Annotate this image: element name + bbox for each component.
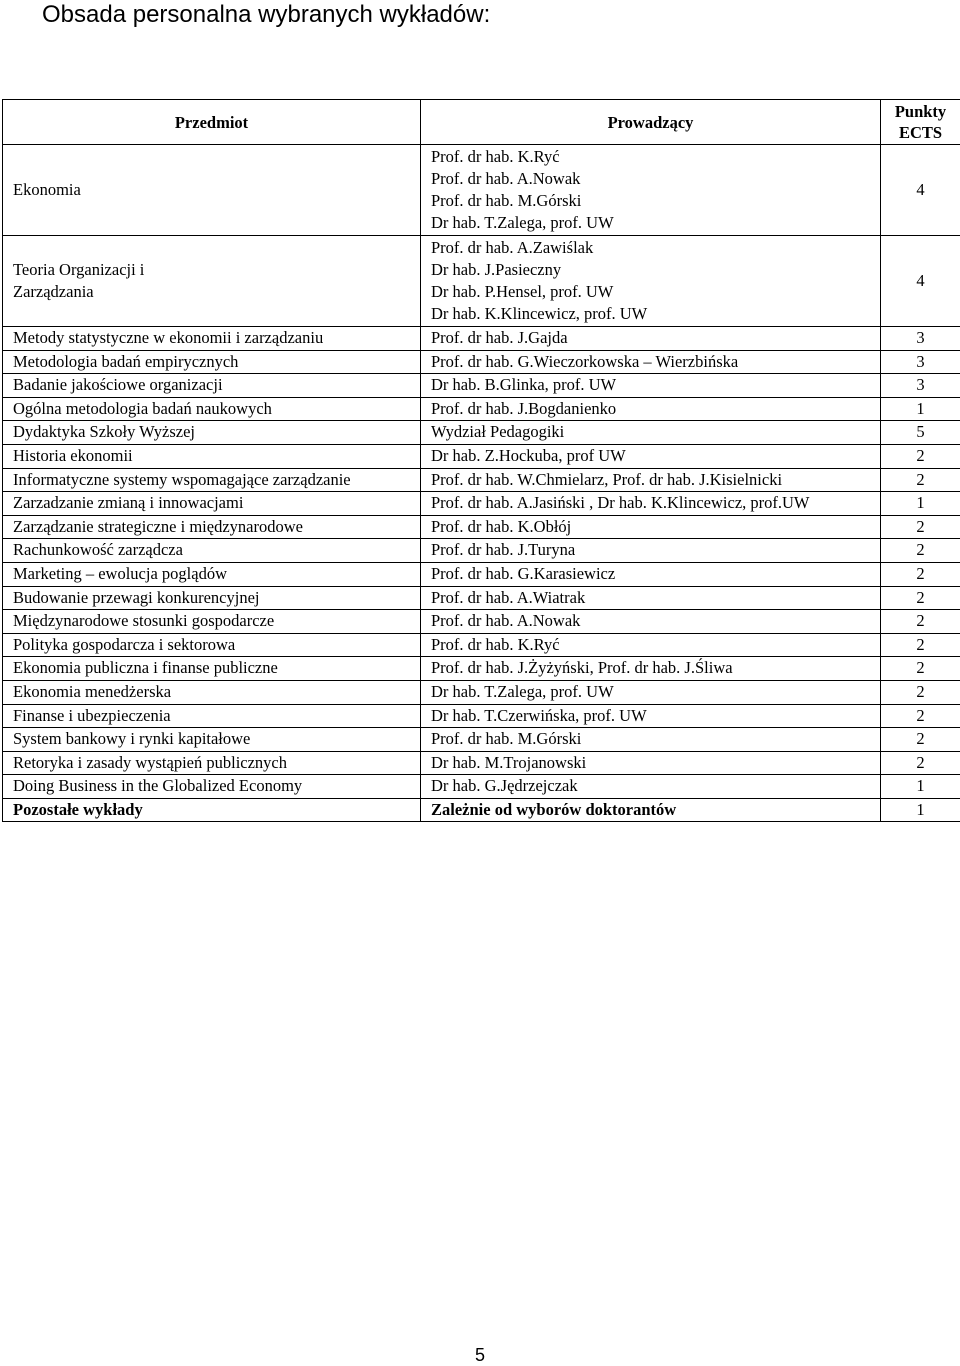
subject-cell: Historia ekonomii [3, 444, 421, 468]
table-header-row [3, 100, 960, 145]
page-title: Obsada personalna wybranych wykładów: [42, 0, 490, 30]
ects-cell: 2 [881, 657, 960, 681]
table-row [3, 751, 960, 775]
ects-cell: 2 [881, 633, 960, 657]
lecturer-line: Prof. dr hab. K.Ryć [431, 146, 880, 168]
table-row [3, 704, 960, 728]
subject-cell: Metodologia badań empirycznych [3, 350, 421, 374]
ects-cell: 5 [881, 421, 960, 445]
lecturer-line: Dr hab. T.Zalega, prof. UW [431, 212, 880, 234]
subject-cell: Ogólna metodologia badań naukowych [3, 397, 421, 421]
ects-cell: 3 [881, 327, 960, 351]
lecturer-cell: Prof. dr hab. W.Chmielarz, Prof. dr hab. J.Kisielnicki [421, 468, 881, 492]
lecturer-line: Dr hab. J.Pasieczny [431, 259, 880, 281]
header-ects-line1: Punkty [881, 101, 960, 122]
ects-cell: 2 [881, 704, 960, 728]
subject-cell: Polityka gospodarcza i sektorowa [3, 633, 421, 657]
table-row [3, 468, 960, 492]
lecturer-cell: Prof. dr hab. K.Obłój [421, 515, 881, 539]
lecturer-cell [421, 236, 881, 327]
ects-cell: 1 [881, 492, 960, 516]
lecturer-cell: Prof. dr hab. A.Wiatrak [421, 586, 881, 610]
lecturer-cell: Wydział Pedagogiki [421, 421, 881, 445]
subject-cell: Międzynarodowe stosunki gospodarcze [3, 610, 421, 634]
subject-cell [3, 236, 421, 327]
ects-cell: 2 [881, 586, 960, 610]
ects-cell: 1 [881, 798, 960, 822]
lecturer-line: Prof. dr hab. A.Zawiślak [431, 237, 880, 259]
ects-cell: 2 [881, 728, 960, 752]
lecturer-cell: Prof. dr hab. J.Turyna [421, 539, 881, 563]
lecturer-line: Prof. dr hab. M.Górski [431, 190, 880, 212]
table-row [3, 327, 960, 351]
table-body [3, 145, 960, 822]
ects-cell: 2 [881, 562, 960, 586]
lecturer-line: Dr hab. K.Klincewicz, prof. UW [431, 303, 880, 325]
table-row [3, 562, 960, 586]
lecturer-cell: Dr hab. T.Zalega, prof. UW [421, 680, 881, 704]
ects-cell: 1 [881, 397, 960, 421]
subject-cell: Doing Business in the Globalized Economy [3, 775, 421, 799]
subject-line: Teoria Organizacji i [13, 259, 420, 281]
subject-cell: Pozostałe wykłady [3, 798, 421, 822]
table-row-group [3, 145, 960, 236]
ects-cell: 2 [881, 468, 960, 492]
table-row [3, 515, 960, 539]
subject-line: Zarządzania [13, 281, 420, 303]
subject-cell: Dydaktyka Szkoły Wyższej [3, 421, 421, 445]
subject-cell [3, 145, 421, 236]
table-row [3, 350, 960, 374]
lecturer-line: Dr hab. P.Hensel, prof. UW [431, 281, 880, 303]
ects-cell: 2 [881, 610, 960, 634]
lecturer-cell: Dr hab. T.Czerwińska, prof. UW [421, 704, 881, 728]
lecturer-cell: Dr hab. M.Trojanowski [421, 751, 881, 775]
subject-line: Ekonomia [13, 179, 420, 201]
table-row-group [3, 236, 960, 327]
table-row [3, 539, 960, 563]
ects-cell: 2 [881, 539, 960, 563]
lecturer-cell: Prof. dr hab. G.Wieczorkowska – Wierzbińska [421, 350, 881, 374]
ects-cell: 2 [881, 515, 960, 539]
table-row [3, 397, 960, 421]
lecturer-cell: Zależnie od wyborów doktorantów [421, 798, 881, 822]
ects-cell: 2 [881, 444, 960, 468]
lecturer-cell: Prof. dr hab. K.Ryć [421, 633, 881, 657]
subject-cell: Informatyczne systemy wspomagające zarządzanie [3, 468, 421, 492]
subject-cell: Budowanie przewagi konkurencyjnej [3, 586, 421, 610]
table-row [3, 680, 960, 704]
lecturer-cell: Prof. dr hab. A.Nowak [421, 610, 881, 634]
lecturer-cell: Prof. dr hab. A.Jasiński , Dr hab. K.Klincewicz, prof.UW [421, 492, 881, 516]
lecturer-cell: Prof. dr hab. J.Gajda [421, 327, 881, 351]
ects-cell: 4 [881, 236, 960, 327]
lectures-table [2, 99, 960, 822]
table-row [3, 586, 960, 610]
subject-cell: Ekonomia menedżerska [3, 680, 421, 704]
lecturer-cell: Prof. dr hab. J.Bogdanienko [421, 397, 881, 421]
table-row [3, 374, 960, 398]
table-row-final [3, 798, 960, 822]
ects-cell: 1 [881, 775, 960, 799]
lecturer-cell: Dr hab. G.Jędrzejczak [421, 775, 881, 799]
lecturer-line: Prof. dr hab. A.Nowak [431, 168, 880, 190]
table-row [3, 728, 960, 752]
table-row [3, 657, 960, 681]
subject-cell: Metody statystyczne w ekonomii i zarządzaniu [3, 327, 421, 351]
ects-cell: 2 [881, 680, 960, 704]
lecturer-cell: Prof. dr hab. M.Górski [421, 728, 881, 752]
subject-cell: Badanie jakościowe organizacji [3, 374, 421, 398]
subject-cell: Zarzadzanie zmianą i innowacjami [3, 492, 421, 516]
subject-cell: System bankowy i rynki kapitałowe [3, 728, 421, 752]
table-row [3, 444, 960, 468]
ects-cell: 4 [881, 145, 960, 236]
table-row [3, 633, 960, 657]
header-ects-line2: ECTS [881, 122, 960, 143]
lecturer-cell: Dr hab. B.Glinka, prof. UW [421, 374, 881, 398]
header-ects [881, 100, 960, 145]
header-lecturer: Prowadzący [421, 100, 881, 145]
subject-cell: Finanse i ubezpieczenia [3, 704, 421, 728]
ects-cell: 3 [881, 350, 960, 374]
lecturer-cell: Prof. dr hab. G.Karasiewicz [421, 562, 881, 586]
subject-cell: Rachunkowość zarządcza [3, 539, 421, 563]
ects-cell: 3 [881, 374, 960, 398]
subject-cell: Ekonomia publiczna i finanse publiczne [3, 657, 421, 681]
subject-cell: Zarządzanie strategiczne i międzynarodowe [3, 515, 421, 539]
table-row [3, 492, 960, 516]
lecturer-cell [421, 145, 881, 236]
lecturer-cell: Dr hab. Z.Hockuba, prof UW [421, 444, 881, 468]
table-row [3, 610, 960, 634]
page-number: 5 [0, 1345, 960, 1366]
table-row [3, 421, 960, 445]
table-row [3, 775, 960, 799]
subject-cell: Marketing – ewolucja poglądów [3, 562, 421, 586]
header-subject: Przedmiot [3, 100, 421, 145]
ects-cell: 2 [881, 751, 960, 775]
subject-cell: Retoryka i zasady wystąpień publicznych [3, 751, 421, 775]
lecturer-cell: Prof. dr hab. J.Żyżyński, Prof. dr hab. J.Śliwa [421, 657, 881, 681]
